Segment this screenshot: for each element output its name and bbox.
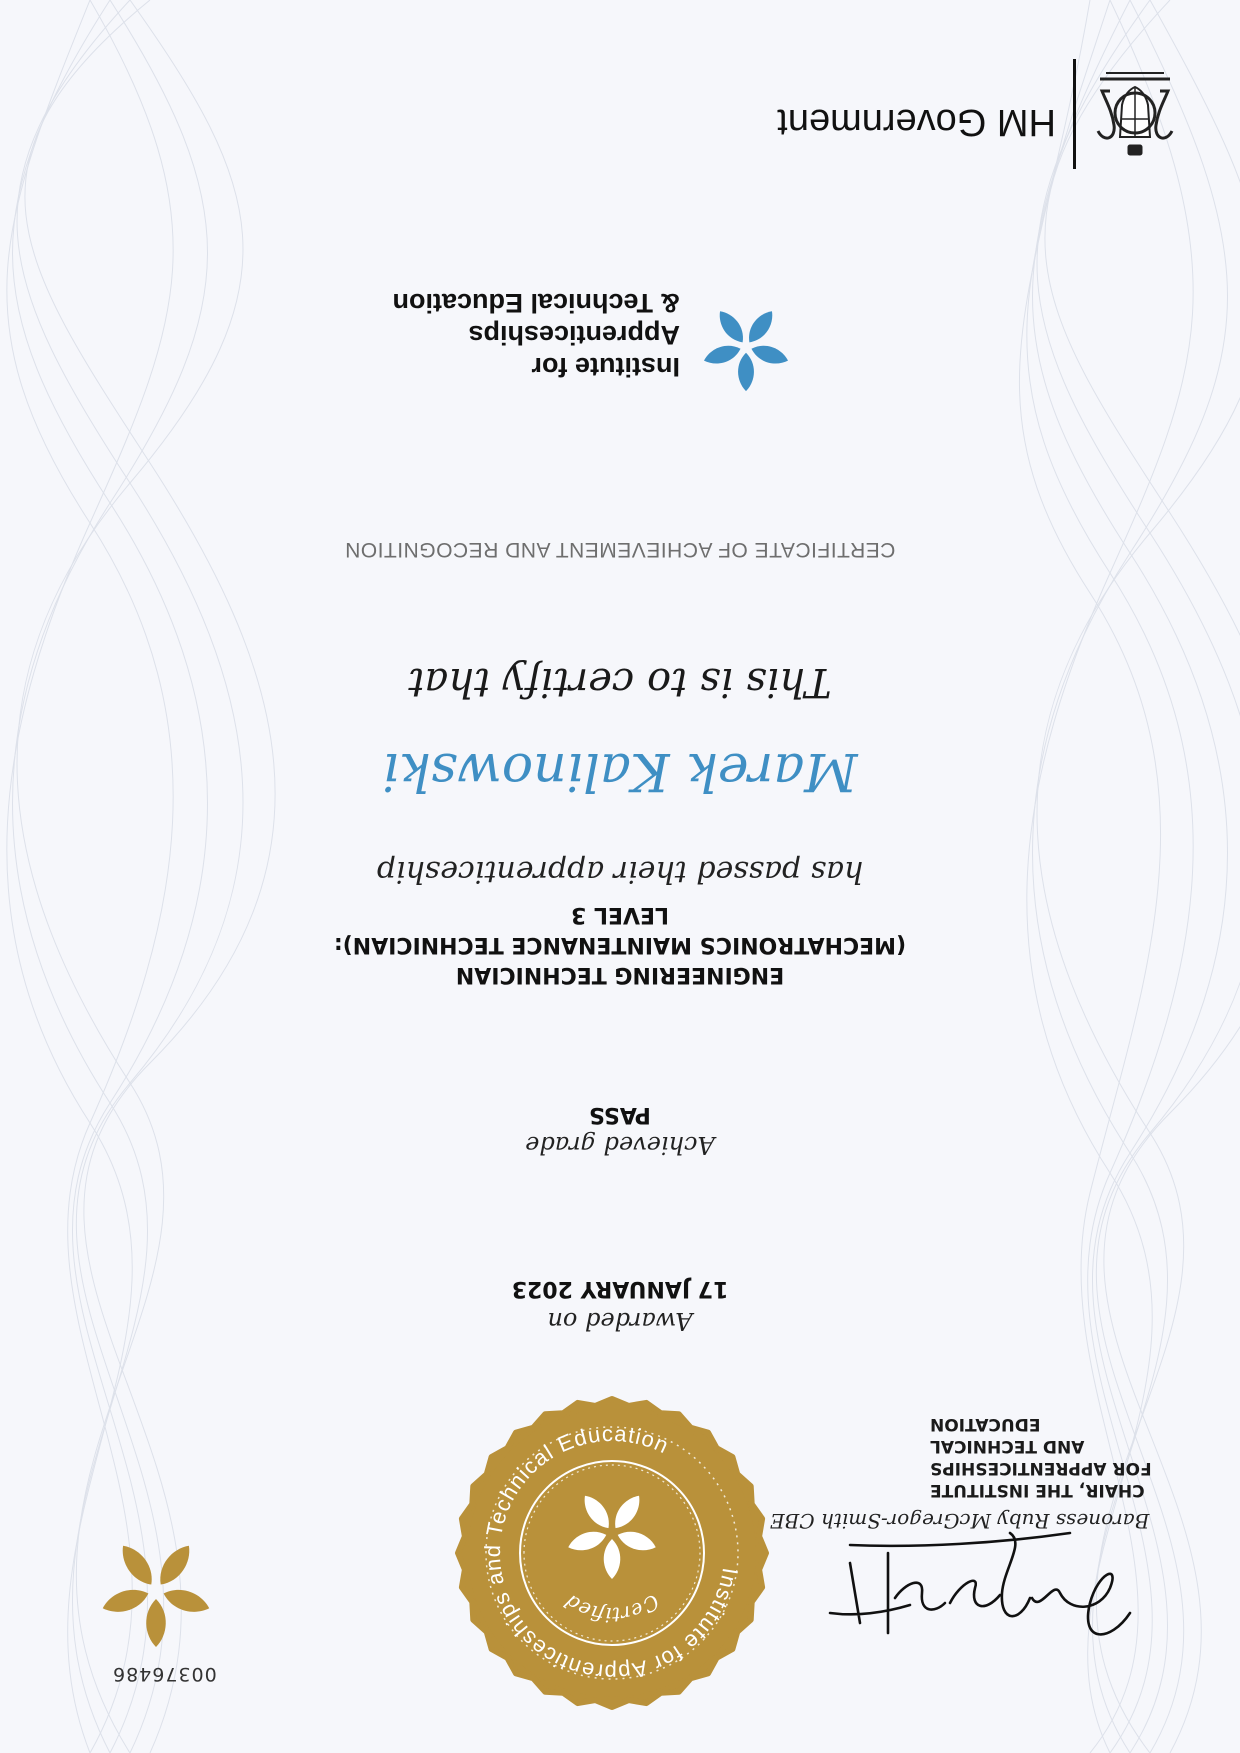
signatory-title	[930, 1413, 1200, 1501]
qualification-line: (MECHATRONICS MAINTENANCE TECHNICIAN):	[333, 932, 907, 957]
signatory-title-line: CHAIR, THE INSTITUTE	[930, 1480, 1145, 1500]
awarded-label: Awarded on	[547, 1307, 693, 1335]
institute-name-line: Institute for Apprenticeships	[468, 320, 680, 382]
recipient-name: Marek Kalinowski	[382, 741, 858, 801]
institute-name	[320, 287, 680, 383]
divider	[1073, 59, 1076, 169]
qualification-line: ENGINEERING TECHNICIAN	[455, 962, 785, 987]
passed-text: has passed their apprenticeship	[376, 854, 864, 889]
seal-inner-text: Certified	[560, 1589, 664, 1628]
certified-seal	[452, 1393, 772, 1713]
royal-crest-icon	[1090, 69, 1180, 161]
serial-number: 00376486	[112, 1663, 217, 1685]
institute-logo	[334, 288, 794, 395]
grade-label: Achieved grade	[525, 1131, 715, 1159]
qualification-title	[0, 899, 1240, 989]
qualification-line: LEVEL 3	[570, 902, 670, 927]
certify-text: This is to certify that	[408, 659, 832, 705]
awarded-date: 17 JANUARY 2023	[511, 1276, 729, 1301]
flower-icon	[698, 299, 794, 395]
institute-name-line: & Technical Education	[392, 288, 680, 318]
handwritten-signature	[810, 1523, 1150, 1683]
signatory-title-line: EDUCATION	[930, 1414, 1041, 1434]
flower-icon	[96, 1531, 216, 1651]
signatory-name: Baroness Ruby McGregor-Smith CBE	[770, 1509, 1150, 1533]
seal-outer-text: Institute for Apprenticeships and Technical Education	[479, 1420, 743, 1686]
hm-government-label: HM Government	[777, 101, 1056, 143]
signatory-title-line: AND TECHNICAL	[930, 1436, 1085, 1456]
certificate-type: CERTIFICATE OF ACHIEVEMENT AND RECOGNITION	[344, 538, 896, 561]
signatory-title-line: FOR APPRENTICESHIPS	[930, 1458, 1152, 1478]
grade-value: PASS	[589, 1102, 651, 1127]
hm-government-logo	[777, 59, 1180, 169]
